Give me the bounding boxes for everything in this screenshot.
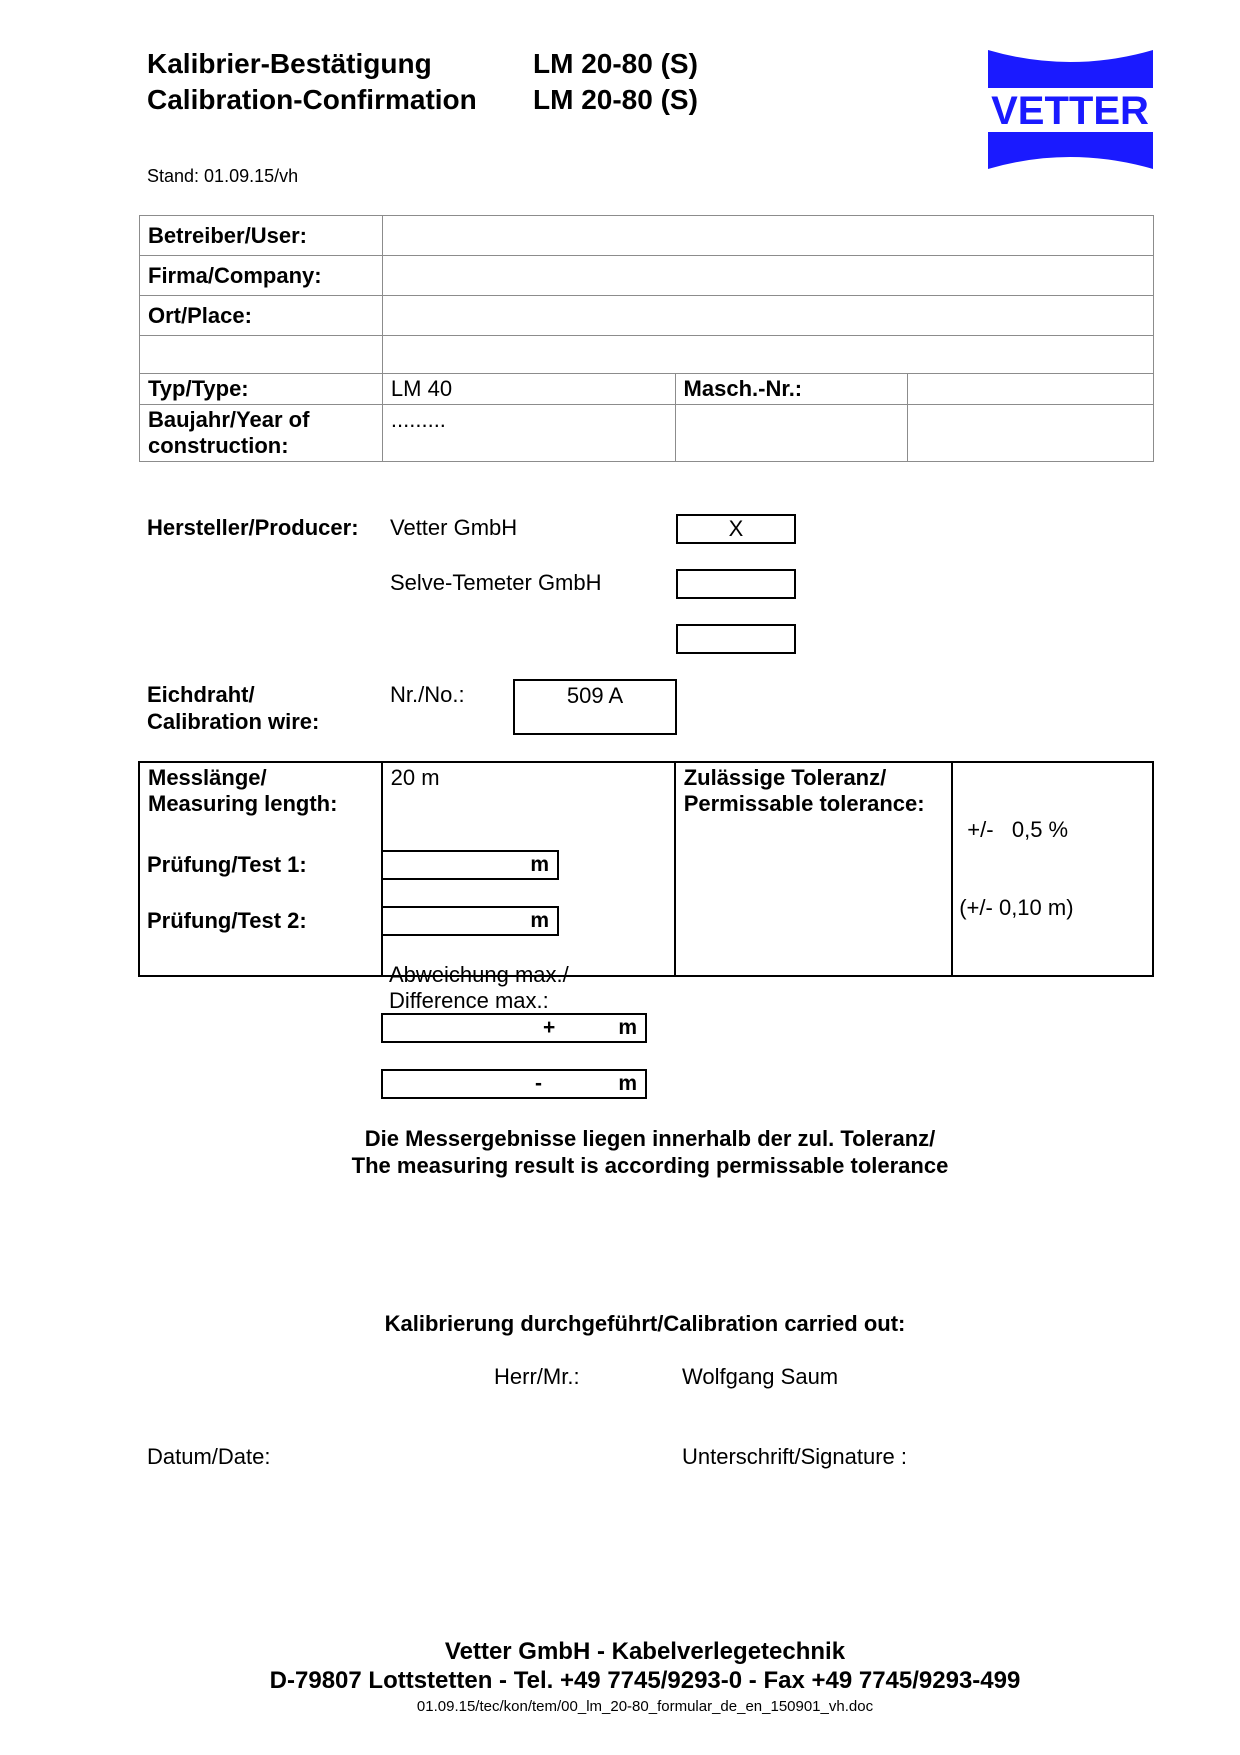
difference-plus-unit: m xyxy=(618,1016,637,1039)
vetter-logo xyxy=(988,48,1153,171)
test-1-unit: m xyxy=(530,853,549,876)
result-line-en: The measuring result is according permissable tolerance xyxy=(351,1153,949,1178)
calibration-wire-label-de: Eichdraht/ xyxy=(147,682,255,707)
model-de: LM 20-80 (S) xyxy=(533,48,698,79)
difference-minus-unit: m xyxy=(618,1072,637,1095)
user-field[interactable] xyxy=(382,216,1153,256)
year-extra-cell-2 xyxy=(908,405,1154,462)
producer-label: Hersteller/Producer: xyxy=(147,515,359,540)
tolerance-pct: +/- 0,5 % xyxy=(967,817,1069,842)
info-table xyxy=(139,215,1154,462)
logo-text: VETTER xyxy=(991,89,1149,133)
place-label: Ort/Place: xyxy=(140,296,383,336)
calibration-wire-no-field[interactable] xyxy=(513,679,677,735)
type-value[interactable]: LM 40 xyxy=(382,374,675,405)
difference-label-en: Difference max.: xyxy=(389,988,549,1013)
model-en: LM 20-80 (S) xyxy=(533,84,698,115)
difference-minus-sign: - xyxy=(535,1072,542,1095)
tolerance-abs: (+/- 0,10 m) xyxy=(959,895,1074,920)
tolerance-label-en: Permissable tolerance: xyxy=(683,791,925,816)
tolerance-value[interactable] xyxy=(952,762,1153,976)
footer-address: D-79807 Lottstetten - Tel. +49 7745/9293-0 - Fax +49 7745/9293-499 xyxy=(269,1667,1021,1694)
signature-label: Unterschrift/Signature : xyxy=(682,1444,907,1469)
tolerance-label-de: Zulässige Toleranz/ xyxy=(683,765,887,790)
company-label: Firma/Company: xyxy=(140,256,383,296)
place-field[interactable] xyxy=(382,296,1153,336)
blank-row-cell xyxy=(140,336,383,374)
producer-checkbox-selve[interactable] xyxy=(676,569,796,599)
difference-plus-field[interactable] xyxy=(381,1013,647,1043)
test-1-field[interactable] xyxy=(381,850,559,880)
year-label: Baujahr/Year of construction: xyxy=(140,405,383,462)
stand-date: Stand: 01.09.15/vh xyxy=(147,166,299,186)
test-2-field[interactable] xyxy=(381,906,559,936)
mr-value[interactable]: Wolfgang Saum xyxy=(682,1364,839,1389)
calibration-wire-no-label: Nr./No.: xyxy=(390,682,465,707)
tolerance-label xyxy=(675,762,953,976)
difference-plus-sign: + xyxy=(543,1016,556,1039)
measuring-length-value[interactable]: 20 m xyxy=(382,762,675,976)
producer-checkbox-vetter[interactable] xyxy=(676,514,796,544)
test-1-label: Prüfung/Test 1: xyxy=(147,852,307,877)
year-extra-cell xyxy=(675,405,908,462)
difference-minus-field[interactable] xyxy=(381,1069,647,1099)
machine-no-value[interactable] xyxy=(908,374,1154,405)
footer-file: 01.09.15/tec/kon/tem/00_lm_20-80_formular_de_en_150901_vh.doc xyxy=(416,1698,874,1715)
machine-no-label: Masch.-Nr.: xyxy=(675,374,908,405)
user-label: Betreiber/User: xyxy=(140,216,383,256)
title-de: Kalibrier-Bestätigung xyxy=(147,48,432,79)
title-en: Calibration-Confirmation xyxy=(147,84,477,115)
calibration-wire-label-en: Calibration wire: xyxy=(147,709,320,734)
calibration-wire-no-value: 509 A xyxy=(566,683,624,708)
test-2-unit: m xyxy=(530,909,549,932)
producer-checkbox-blank[interactable] xyxy=(676,624,796,654)
result-line-de: Die Messergebnisse liegen innerhalb der zul. Toleranz/ xyxy=(364,1126,936,1151)
test-2-label: Prüfung/Test 2: xyxy=(147,908,307,933)
type-label: Typ/Type: xyxy=(140,374,383,405)
difference-label-de: Abweichung max./ xyxy=(389,962,569,987)
measuring-length-label-de: Messlänge/ xyxy=(148,765,267,790)
producer-option-vetter: Vetter GmbH xyxy=(390,515,518,540)
result-statement xyxy=(240,1125,1060,1179)
date-label: Datum/Date: xyxy=(147,1444,271,1469)
carried-out-heading: Kalibrierung durchgeführt/Calibration carried out: xyxy=(384,1311,906,1336)
company-field[interactable] xyxy=(382,256,1153,296)
year-value[interactable]: ......... xyxy=(382,405,675,462)
blank-row-field[interactable] xyxy=(382,336,1153,374)
producer-mark-vetter: X xyxy=(728,516,744,541)
mr-label: Herr/Mr.: xyxy=(494,1364,580,1389)
measuring-length-label-en: Measuring length: xyxy=(148,791,338,816)
footer-company: Vetter GmbH - Kabelverlegetechnik xyxy=(444,1638,846,1665)
producer-option-selve: Selve-Temeter GmbH xyxy=(390,570,602,595)
